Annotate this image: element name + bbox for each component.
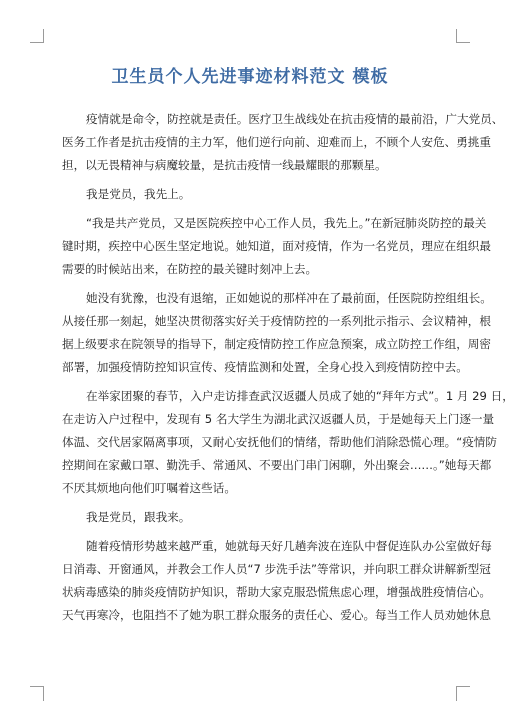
paragraph-line: 体温、交代居家隔离事项，又耐心安抚他们的情绪，帮助他们消除恐慌心理。“疫情防 xyxy=(62,435,497,449)
paragraph-line: 我是党员，我先上。 xyxy=(86,187,191,201)
crop-mark-top-right-h xyxy=(456,42,470,43)
paragraph-gap xyxy=(62,627,450,633)
crop-mark-top-right-v xyxy=(456,29,457,43)
paragraph-line: 部署，加强疫情防控知识宣传、疫情监测和处置，全身心投入到疫情防控中去。 xyxy=(62,360,468,374)
crop-mark-bottom-right-h xyxy=(456,686,470,687)
paragraph-line: 在举家团聚的春节，入户走访排查武汉返疆人员成了她的“拜年方式”。1 月 29 日， xyxy=(86,389,514,403)
paragraph xyxy=(62,108,504,177)
crop-mark-top-left-v xyxy=(43,29,44,43)
paragraph-line: 键时期，疾控中心医生坚定地说。她知道，面对疫情，作为一名党员，理应在组织最 xyxy=(62,239,491,253)
paragraph xyxy=(62,183,450,206)
paragraph-line: 从接任那一刻起，她坚决贯彻落实好关于疫情防控的一系列批示指示、会议精神，根 xyxy=(62,314,491,328)
paragraph-line: 天气再寒冷，也阻挡不了她为职工群众服务的责任心、爱心。每当工作人员劝她休息 xyxy=(62,608,491,622)
paragraph-line: 随着疫情形势越来越严重，她就每天好几趟奔波在连队中督促连队办公室做好每 xyxy=(86,539,492,553)
paragraph xyxy=(62,212,491,281)
paragraph-line: 需要的时候站出来，在防控的最关键时刻冲上去。 xyxy=(62,262,318,276)
paragraph-line: 据上级要求在院领导的指导下，制定疫情防控工作应急预案，成立防控工作组，周密 xyxy=(62,337,491,351)
paragraph xyxy=(62,287,492,379)
paragraph xyxy=(62,535,492,627)
paragraph-line: 在走访入户过程中，发现有 5 名大学生为湖北武汉返疆人员，于是她每天上门逐一量 xyxy=(62,412,495,426)
document-body xyxy=(62,108,514,633)
paragraph-line: 她没有犹豫，也没有退缩，正如她说的那样冲在了最前面，任医院防控组组长。 xyxy=(86,291,492,305)
paragraph xyxy=(62,506,450,529)
crop-mark-top-left-h xyxy=(30,42,44,43)
paragraph xyxy=(62,385,514,500)
paragraph-line: 医务工作者是抗击疫情的主力军，他们逆行向前、迎难而上，不顾个人安危、勇挑重 xyxy=(62,135,491,149)
paragraph-line: 控期间在家戴口罩、勤洗手、常通风、不要出门串门闲聊，外出聚会……。”她每天都 xyxy=(62,458,492,472)
paragraph-line: 不厌其烦地向他们叮嘱着这些话。 xyxy=(62,481,236,495)
paragraph-line: 我是党员，跟我来。 xyxy=(86,510,191,524)
crop-mark-bottom-right-v xyxy=(456,687,457,701)
crop-mark-bottom-left-v xyxy=(43,687,44,701)
paragraph-line: 日消毒、开窗通风，并教会工作人员“7 步洗手法”等常识，并向职工群众讲解新型冠 xyxy=(62,562,491,576)
document-title: 卫生员个人先进事迹材料范文 模板 xyxy=(111,67,389,87)
paragraph-line: 疫情就是命令，防控就是责任。医疗卫生战线处在抗击疫情的最前沿，广大党员、 xyxy=(86,112,504,126)
paragraph-line: 状病毒感染的肺炎疫情防护知识，帮助大家克服恐慌焦虑心理，增强战胜疫情信心。 xyxy=(62,585,491,599)
paragraph-line: 担，以无畏精神与病魔较量，是抗击疫情一线最耀眼的那颗星。 xyxy=(62,158,387,172)
paragraph-line: “我是共产党员，又是医院疾控中心工作人员，我先上。”在新冠肺炎防控的最关 xyxy=(86,216,487,230)
crop-mark-bottom-left-h xyxy=(30,686,44,687)
